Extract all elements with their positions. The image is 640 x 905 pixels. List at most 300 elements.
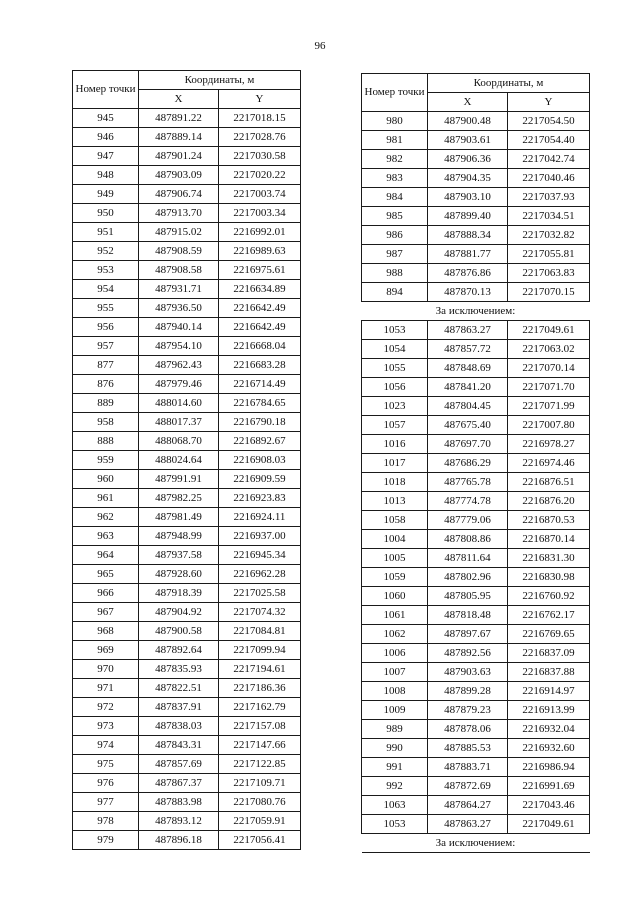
x-coordinate-cell: 487899.28 (428, 682, 508, 701)
table-row (362, 625, 590, 644)
x-coordinate-cell: 487892.56 (428, 644, 508, 663)
y-coordinate-cell: 2217063.02 (508, 340, 590, 359)
x-coordinate-cell: 487876.86 (428, 264, 508, 283)
point-number-cell: 958 (73, 413, 139, 432)
x-coordinate-cell: 488017.37 (139, 413, 219, 432)
x-coordinate-cell: 487892.64 (139, 641, 219, 660)
table-row (362, 359, 590, 378)
point-number-cell: 989 (362, 720, 428, 739)
y-coordinate-cell: 2217020.22 (219, 166, 301, 185)
x-coordinate-cell: 487908.59 (139, 242, 219, 261)
exclusion-label: За исключением: (362, 834, 590, 853)
table-row (73, 584, 301, 603)
y-coordinate-cell: 2216892.67 (219, 432, 301, 451)
table-row (73, 185, 301, 204)
point-number-cell: 968 (73, 622, 139, 641)
y-coordinate-cell: 2216870.14 (508, 530, 590, 549)
y-coordinate-cell: 2216769.65 (508, 625, 590, 644)
x-coordinate-cell: 487883.71 (428, 758, 508, 777)
point-number-cell: 889 (73, 394, 139, 413)
x-coordinate-cell: 487904.35 (428, 169, 508, 188)
y-coordinate-cell: 2216924.11 (219, 508, 301, 527)
y-coordinate-cell: 2216945.34 (219, 546, 301, 565)
x-coordinate-cell: 487903.61 (428, 131, 508, 150)
point-number-cell: 974 (73, 736, 139, 755)
table-row (73, 147, 301, 166)
y-coordinate-cell: 2216830.98 (508, 568, 590, 587)
y-coordinate-cell: 2216932.60 (508, 739, 590, 758)
y-coordinate-cell: 2217054.50 (508, 112, 590, 131)
y-coordinate-cell: 2216913.99 (508, 701, 590, 720)
x-coordinate-cell: 487878.06 (428, 720, 508, 739)
point-number-cell: 1061 (362, 606, 428, 625)
point-number-cell: 894 (362, 283, 428, 302)
table-row (362, 739, 590, 758)
point-number-cell: 877 (73, 356, 139, 375)
point-number-cell: 1005 (362, 549, 428, 568)
table-row (73, 603, 301, 622)
header-x: X (139, 90, 219, 109)
x-coordinate-cell: 487901.24 (139, 147, 219, 166)
table-row (362, 226, 590, 245)
table-row (73, 831, 301, 850)
table-row (362, 283, 590, 302)
x-coordinate-cell: 487857.72 (428, 340, 508, 359)
y-coordinate-cell: 2217003.34 (219, 204, 301, 223)
table-row (362, 169, 590, 188)
point-number-cell: 976 (73, 774, 139, 793)
x-coordinate-cell: 487903.09 (139, 166, 219, 185)
x-coordinate-cell: 487931.71 (139, 280, 219, 299)
y-coordinate-cell: 2216974.46 (508, 454, 590, 473)
x-coordinate-cell: 487903.10 (428, 188, 508, 207)
point-number-cell: 1058 (362, 511, 428, 530)
y-coordinate-cell: 2216986.94 (508, 758, 590, 777)
x-coordinate-cell: 487881.77 (428, 245, 508, 264)
point-number-cell: 982 (362, 150, 428, 169)
y-coordinate-cell: 2217109.71 (219, 774, 301, 793)
y-coordinate-cell: 2217074.32 (219, 603, 301, 622)
y-coordinate-cell: 2217049.61 (508, 321, 590, 340)
x-coordinate-cell: 487870.13 (428, 283, 508, 302)
y-coordinate-cell: 2217070.14 (508, 359, 590, 378)
y-coordinate-cell: 2217162.79 (219, 698, 301, 717)
y-coordinate-cell: 2217018.15 (219, 109, 301, 128)
y-coordinate-cell: 2216837.09 (508, 644, 590, 663)
x-coordinate-cell: 487802.96 (428, 568, 508, 587)
table-row (362, 796, 590, 815)
table-row (362, 150, 590, 169)
y-coordinate-cell: 2217043.46 (508, 796, 590, 815)
point-number-cell: 1023 (362, 397, 428, 416)
x-coordinate-cell: 487867.37 (139, 774, 219, 793)
table-row (73, 546, 301, 565)
x-coordinate-cell: 487837.91 (139, 698, 219, 717)
left-table-body (73, 109, 301, 850)
point-number-cell: 964 (73, 546, 139, 565)
y-coordinate-cell: 2216992.01 (219, 223, 301, 242)
table-row (362, 340, 590, 359)
table-row (362, 511, 590, 530)
coordinates-table-left (72, 70, 301, 850)
header-y: Y (219, 90, 301, 109)
table-row (73, 413, 301, 432)
right-table-body (362, 112, 590, 853)
x-coordinate-cell: 487848.69 (428, 359, 508, 378)
table-row (73, 793, 301, 812)
header-x: X (428, 93, 508, 112)
point-number-cell: 1009 (362, 701, 428, 720)
point-number-cell: 962 (73, 508, 139, 527)
y-coordinate-cell: 2216831.30 (508, 549, 590, 568)
point-number-cell: 949 (73, 185, 139, 204)
y-coordinate-cell: 2217040.46 (508, 169, 590, 188)
table-row (362, 264, 590, 283)
header-point-number: Номер точки (362, 74, 428, 112)
x-coordinate-cell: 487697.70 (428, 435, 508, 454)
x-coordinate-cell: 487903.63 (428, 663, 508, 682)
x-coordinate-cell: 487804.45 (428, 397, 508, 416)
table-row (73, 451, 301, 470)
y-coordinate-cell: 2216668.04 (219, 337, 301, 356)
table-row (362, 245, 590, 264)
point-number-cell: 1017 (362, 454, 428, 473)
point-number-cell: 1016 (362, 435, 428, 454)
y-coordinate-cell: 2216784.65 (219, 394, 301, 413)
table-row (73, 679, 301, 698)
point-number-cell: 1060 (362, 587, 428, 606)
table-row (362, 606, 590, 625)
table-row (73, 660, 301, 679)
point-number-cell: 1057 (362, 416, 428, 435)
point-number-cell: 1053 (362, 815, 428, 834)
y-coordinate-cell: 2217099.94 (219, 641, 301, 660)
table-row (362, 777, 590, 796)
table-row (73, 527, 301, 546)
y-coordinate-cell: 2216760.92 (508, 587, 590, 606)
table-row (73, 755, 301, 774)
table-row (73, 394, 301, 413)
table-row (362, 188, 590, 207)
y-coordinate-cell: 2217063.83 (508, 264, 590, 283)
y-coordinate-cell: 2217025.58 (219, 584, 301, 603)
table-row (73, 622, 301, 641)
y-coordinate-cell: 2216683.28 (219, 356, 301, 375)
table-row (73, 223, 301, 242)
point-number-cell: 945 (73, 109, 139, 128)
table-row (73, 280, 301, 299)
point-number-cell: 985 (362, 207, 428, 226)
exclusion-label: За исключением: (362, 302, 590, 321)
x-coordinate-cell: 487981.49 (139, 508, 219, 527)
table-row (73, 470, 301, 489)
point-number-cell: 990 (362, 739, 428, 758)
x-coordinate-cell: 487883.98 (139, 793, 219, 812)
point-number-cell: 954 (73, 280, 139, 299)
y-coordinate-cell: 2217054.40 (508, 131, 590, 150)
y-coordinate-cell: 2216876.51 (508, 473, 590, 492)
x-coordinate-cell: 487918.39 (139, 584, 219, 603)
point-number-cell: 1062 (362, 625, 428, 644)
y-coordinate-cell: 2216914.97 (508, 682, 590, 701)
point-number-cell: 876 (73, 375, 139, 394)
x-coordinate-cell: 487805.95 (428, 587, 508, 606)
header-point-number: Номер точки (73, 71, 139, 109)
y-coordinate-cell: 2217071.99 (508, 397, 590, 416)
x-coordinate-cell: 487838.03 (139, 717, 219, 736)
x-coordinate-cell: 487891.22 (139, 109, 219, 128)
y-coordinate-cell: 2217032.82 (508, 226, 590, 245)
table-row (362, 568, 590, 587)
x-coordinate-cell: 487843.31 (139, 736, 219, 755)
point-number-cell: 957 (73, 337, 139, 356)
point-number-cell: 984 (362, 188, 428, 207)
point-number-cell: 948 (73, 166, 139, 185)
point-number-cell: 987 (362, 245, 428, 264)
point-number-cell: 991 (362, 758, 428, 777)
coordinates-table-right (361, 73, 590, 853)
point-number-cell: 960 (73, 470, 139, 489)
point-number-cell: 950 (73, 204, 139, 223)
point-number-cell: 961 (73, 489, 139, 508)
point-number-cell: 1063 (362, 796, 428, 815)
point-number-cell: 967 (73, 603, 139, 622)
y-coordinate-cell: 2216989.63 (219, 242, 301, 261)
header-coordinates: Координаты, м (139, 71, 301, 90)
table-row (362, 492, 590, 511)
point-number-cell: 1006 (362, 644, 428, 663)
table-row (362, 644, 590, 663)
table-row (73, 736, 301, 755)
table-row (362, 815, 590, 834)
table-row (73, 432, 301, 451)
x-coordinate-cell: 487904.92 (139, 603, 219, 622)
x-coordinate-cell: 487897.67 (428, 625, 508, 644)
point-number-cell: 888 (73, 432, 139, 451)
y-coordinate-cell: 2216642.49 (219, 318, 301, 337)
table-row (73, 242, 301, 261)
y-coordinate-cell: 2217186.36 (219, 679, 301, 698)
y-coordinate-cell: 2216642.49 (219, 299, 301, 318)
x-coordinate-cell: 487863.27 (428, 321, 508, 340)
y-coordinate-cell: 2216923.83 (219, 489, 301, 508)
y-coordinate-cell: 2217049.61 (508, 815, 590, 834)
x-coordinate-cell: 487913.70 (139, 204, 219, 223)
y-coordinate-cell: 2217084.81 (219, 622, 301, 641)
table-row (73, 774, 301, 793)
x-coordinate-cell: 487774.78 (428, 492, 508, 511)
point-number-cell: 955 (73, 299, 139, 318)
point-number-cell: 988 (362, 264, 428, 283)
y-coordinate-cell: 2216975.61 (219, 261, 301, 280)
point-number-cell: 981 (362, 131, 428, 150)
point-number-cell: 1007 (362, 663, 428, 682)
table-row (362, 207, 590, 226)
x-coordinate-cell: 487906.36 (428, 150, 508, 169)
x-coordinate-cell: 487962.43 (139, 356, 219, 375)
point-number-cell: 970 (73, 660, 139, 679)
y-coordinate-cell: 2217034.51 (508, 207, 590, 226)
section-row (362, 302, 590, 321)
point-number-cell: 1013 (362, 492, 428, 511)
x-coordinate-cell: 487900.48 (428, 112, 508, 131)
x-coordinate-cell: 487915.02 (139, 223, 219, 242)
x-coordinate-cell: 487822.51 (139, 679, 219, 698)
x-coordinate-cell: 487857.69 (139, 755, 219, 774)
point-number-cell: 986 (362, 226, 428, 245)
point-number-cell: 1056 (362, 378, 428, 397)
point-number-cell: 979 (73, 831, 139, 850)
header-y: Y (508, 93, 590, 112)
point-number-cell: 975 (73, 755, 139, 774)
y-coordinate-cell: 2216634.89 (219, 280, 301, 299)
x-coordinate-cell: 487906.74 (139, 185, 219, 204)
table-row (73, 261, 301, 280)
x-coordinate-cell: 487808.86 (428, 530, 508, 549)
x-coordinate-cell: 487900.58 (139, 622, 219, 641)
table-row (73, 565, 301, 584)
table-row (73, 812, 301, 831)
table-row (73, 375, 301, 394)
point-number-cell: 972 (73, 698, 139, 717)
point-number-cell: 1053 (362, 321, 428, 340)
x-coordinate-cell: 487979.46 (139, 375, 219, 394)
x-coordinate-cell: 487879.23 (428, 701, 508, 720)
table-row (73, 698, 301, 717)
x-coordinate-cell: 487899.40 (428, 207, 508, 226)
table-row (362, 549, 590, 568)
point-number-cell: 969 (73, 641, 139, 660)
point-number-cell: 1008 (362, 682, 428, 701)
table-row (362, 416, 590, 435)
y-coordinate-cell: 2217003.74 (219, 185, 301, 204)
y-coordinate-cell: 2216837.88 (508, 663, 590, 682)
y-coordinate-cell: 2217028.76 (219, 128, 301, 147)
table-row (362, 682, 590, 701)
y-coordinate-cell: 2216909.59 (219, 470, 301, 489)
table-row (362, 701, 590, 720)
x-coordinate-cell: 487888.34 (428, 226, 508, 245)
x-coordinate-cell: 487779.06 (428, 511, 508, 530)
x-coordinate-cell: 487937.58 (139, 546, 219, 565)
table-row (73, 318, 301, 337)
table-row (362, 378, 590, 397)
page-number: 96 (314, 40, 326, 52)
y-coordinate-cell: 2216991.69 (508, 777, 590, 796)
table-row (73, 109, 301, 128)
table-row (362, 720, 590, 739)
table-row (362, 473, 590, 492)
point-number-cell: 952 (73, 242, 139, 261)
x-coordinate-cell: 487896.18 (139, 831, 219, 850)
table-row (73, 204, 301, 223)
section-row (362, 834, 590, 853)
x-coordinate-cell: 487765.78 (428, 473, 508, 492)
y-coordinate-cell: 2216714.49 (219, 375, 301, 394)
y-coordinate-cell: 2216870.53 (508, 511, 590, 530)
table-row (362, 530, 590, 549)
y-coordinate-cell: 2217147.66 (219, 736, 301, 755)
point-number-cell: 1059 (362, 568, 428, 587)
table-row (73, 489, 301, 508)
x-coordinate-cell: 488014.60 (139, 394, 219, 413)
point-number-cell: 980 (362, 112, 428, 131)
x-coordinate-cell: 487889.14 (139, 128, 219, 147)
x-coordinate-cell: 487811.64 (428, 549, 508, 568)
point-number-cell: 956 (73, 318, 139, 337)
x-coordinate-cell: 487885.53 (428, 739, 508, 758)
x-coordinate-cell: 487991.91 (139, 470, 219, 489)
table-row (362, 321, 590, 340)
point-number-cell: 983 (362, 169, 428, 188)
table-row (362, 758, 590, 777)
y-coordinate-cell: 2216932.04 (508, 720, 590, 739)
point-number-cell: 978 (73, 812, 139, 831)
point-number-cell: 1055 (362, 359, 428, 378)
table-row (73, 166, 301, 185)
y-coordinate-cell: 2216978.27 (508, 435, 590, 454)
point-number-cell: 1004 (362, 530, 428, 549)
x-coordinate-cell: 487686.29 (428, 454, 508, 473)
x-coordinate-cell: 487818.48 (428, 606, 508, 625)
y-coordinate-cell: 2216962.28 (219, 565, 301, 584)
y-coordinate-cell: 2217042.74 (508, 150, 590, 169)
point-number-cell: 953 (73, 261, 139, 280)
y-coordinate-cell: 2216908.03 (219, 451, 301, 470)
table-row (73, 128, 301, 147)
point-number-cell: 947 (73, 147, 139, 166)
y-coordinate-cell: 2217055.81 (508, 245, 590, 264)
table-row (362, 397, 590, 416)
x-coordinate-cell: 487863.27 (428, 815, 508, 834)
y-coordinate-cell: 2217122.85 (219, 755, 301, 774)
x-coordinate-cell: 488068.70 (139, 432, 219, 451)
y-coordinate-cell: 2217007.80 (508, 416, 590, 435)
point-number-cell: 973 (73, 717, 139, 736)
x-coordinate-cell: 487893.12 (139, 812, 219, 831)
x-coordinate-cell: 487954.10 (139, 337, 219, 356)
header-coordinates: Координаты, м (428, 74, 590, 93)
point-number-cell: 966 (73, 584, 139, 603)
x-coordinate-cell: 487841.20 (428, 378, 508, 397)
x-coordinate-cell: 487675.40 (428, 416, 508, 435)
point-number-cell: 965 (73, 565, 139, 584)
table-row (73, 299, 301, 318)
table-row (362, 131, 590, 150)
x-coordinate-cell: 487936.50 (139, 299, 219, 318)
table-row (73, 356, 301, 375)
x-coordinate-cell: 487928.60 (139, 565, 219, 584)
x-coordinate-cell: 488024.64 (139, 451, 219, 470)
table-row (73, 508, 301, 527)
y-coordinate-cell: 2217070.15 (508, 283, 590, 302)
point-number-cell: 951 (73, 223, 139, 242)
y-coordinate-cell: 2217080.76 (219, 793, 301, 812)
y-coordinate-cell: 2217157.08 (219, 717, 301, 736)
y-coordinate-cell: 2216937.00 (219, 527, 301, 546)
table-row (73, 717, 301, 736)
y-coordinate-cell: 2217194.61 (219, 660, 301, 679)
point-number-cell: 971 (73, 679, 139, 698)
table-row (73, 641, 301, 660)
table-row (362, 663, 590, 682)
point-number-cell: 959 (73, 451, 139, 470)
point-number-cell: 963 (73, 527, 139, 546)
point-number-cell: 992 (362, 777, 428, 796)
y-coordinate-cell: 2216790.18 (219, 413, 301, 432)
point-number-cell: 977 (73, 793, 139, 812)
table-row (362, 112, 590, 131)
